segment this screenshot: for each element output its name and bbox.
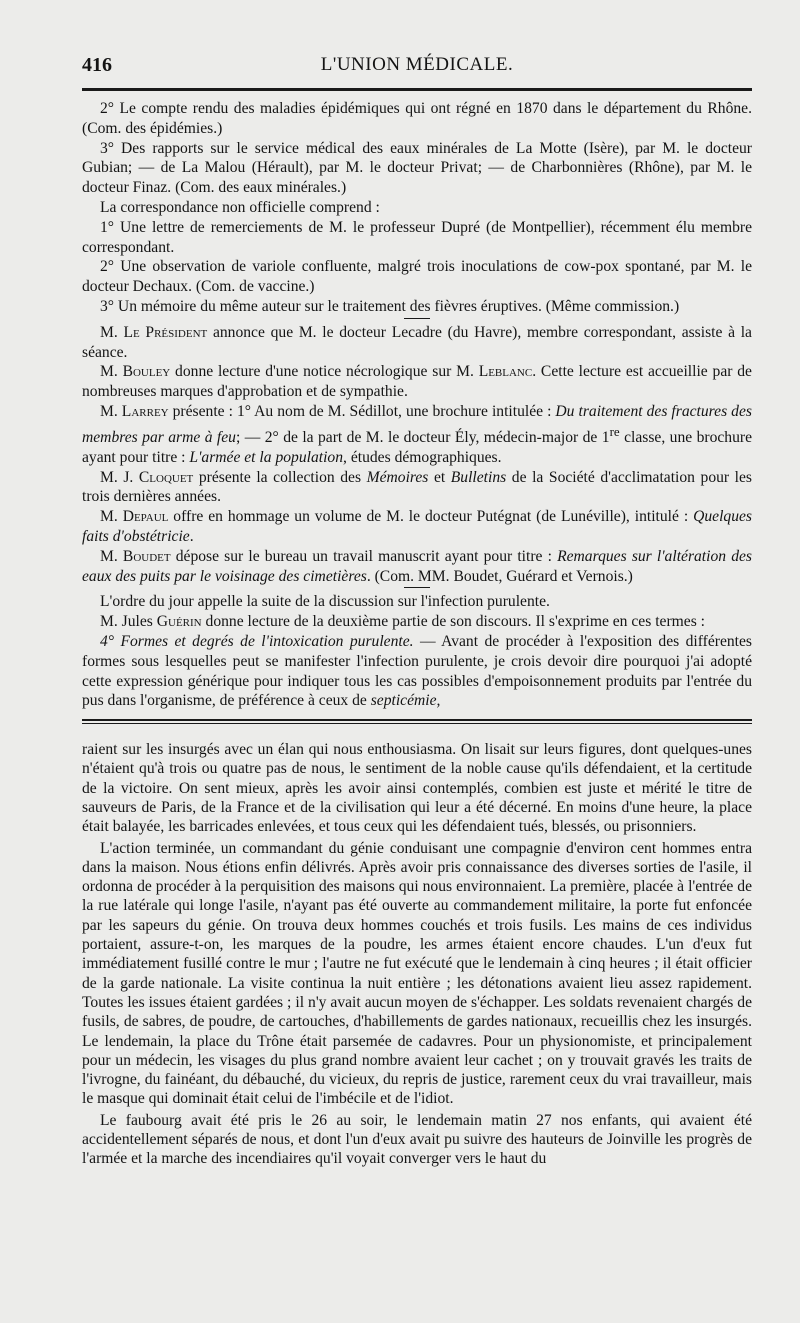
paragraph <box>82 362 752 402</box>
work-title: L'armée et la population <box>189 448 344 466</box>
text-span: donne lecture d'une notice nécrologique sur M. <box>170 363 479 381</box>
paragraph <box>82 612 752 632</box>
paragraph: L'action terminée, un commandant du génie conduisant une compagnie d'environ cent hommes entra dans la maison. Nous étions enfin délivrés. Après avoir pris connaissance des diverses sorties de l'asile, il ordonna de procéder à la perquisition des maisons qui nous environnaient. La première, placée à l'entrée de la rue latérale qui longe l'asile, n'ayant pas été ouverte au commandement militaire, la porte fut enfoncée par les sapeurs du génie. On trouva deux hommes couchés et trois fusils. Les mains de ces individus portaient, assure-t-on, les marques de la poudre, les armes étaient encore chaudes. L'un d'eux fut immédiatement fusillé contre le mur ; l'autre ne fut exécuté que le lendemain à cinq heures ; il était officier de la garde nationale. La visite continua la nuit entière ; les détonations avaient lieu assez rapidement. Toutes les issues étaient gardées ; il n'y avait aucun moyen de s'échapper. Les soldats revenaient chargés de fusils, de sabres, de poudre, de cartouches, d'habillements de gardes nationaux, recueillis chez les insurgés. Le lendemain, la place du Trône était parsemée de cadavres. Pour un physionomiste, et principalement pour un médecin, les visages du plus grand nombre avaient leur cachet ; on y trouvait gravés les traits de l'ivrogne, du fainéant, du débauché, du vicieux, du repris de justice, rarement ceux du vrai travailleur, mais le masque qui dominait était celui de l'imbécile et de l'idiot. <box>82 839 752 1108</box>
paragraph: La correspondance non officielle comprend : <box>100 198 380 216</box>
text-span: annonce que M. le docteur Lecadre (du Havre), membre correspondant, assiste à la séance. <box>82 323 752 361</box>
section-divider <box>404 587 430 588</box>
paragraph: L'ordre du jour appelle la suite de la discussion sur l'infection purulente. <box>100 593 550 611</box>
speaker-name: Bouley <box>122 363 171 381</box>
text-span: septicémie, <box>370 692 441 710</box>
text-span: . <box>189 527 194 545</box>
work-title: Bulletins <box>450 468 507 486</box>
work-title: Quelques faits d'obstétricie <box>82 508 752 545</box>
text-span: . Cette lecture est accueillie par de nombreuses marques d'approbation et de sympathie. <box>82 363 752 401</box>
text-span: M. J. <box>100 468 139 486</box>
speaker-name: Depaul <box>122 508 169 526</box>
speaker-name: Boudet <box>122 547 171 565</box>
header-rule <box>82 88 752 91</box>
paragraph: raient sur les insurgés avec un élan qui nous enthousiasma. On lisait sur leurs figures, dont quelques-unes n'étaient qu'à trois ou quatre pas de nous, le sentiment de la noble cause qu'ils défendaient, et la certitude de la victoire. On sent mieux, après les avoir ainsi contemplés, combien est juste et mérité le titre de sauveurs de Paris, de la France et de la civilisation qui leur a été décerné. En moins d'une heure, la place était balayée, les barricades enlevées, et tous ceux qui les défendaient tués, blessés, ou prisonniers. <box>82 741 752 836</box>
text-span: et <box>428 468 451 486</box>
paragraph: Le faubourg avait été pris le 26 au soir, le lendemain matin 27 nos enfants, qui avaient été accidentellement séparés de nous, et dont l'un d'eux avait pu suivre des hauteurs de Joinville les progrès de l'armée et la marche des incendiaires qu'il voyait converger vers le haut du <box>82 1111 752 1168</box>
paragraph: 3° Des rapports sur le service médical des eaux minérales de La Motte (Isère), par M. le docteur Gubian; — de La Malou (Hérault), par M. le docteur Privat; — de Charbonnières (Rhône), par M. le docteur Finaz. (Com. des eaux minérales.) <box>82 139 752 197</box>
rule-thick <box>82 719 752 721</box>
text-span: — Avant de procéder à l'exposition des différentes formes sous lesquelles peut se manifester l'infection purulente, je crois devoir dire pourquoi j'ai adopté cette expression générique pour indiquer tous les cas possibles d'empoisonnement produits par l'entrée du pus dans l'organisme, de préférence à ceux de <box>82 632 752 710</box>
text-span: donne lecture de la deuxième partie de son discours. Il s'exprime en ces termes : <box>201 613 705 631</box>
text-span: M. <box>100 508 123 526</box>
text-span: M. Jules <box>100 613 157 631</box>
text-span: M. <box>100 363 123 381</box>
text-span: dépose sur le bureau un travail manuscrit ayant pour titre : <box>170 547 558 565</box>
speaker-name: Cloquet <box>138 468 194 486</box>
page-number: 416 <box>82 54 112 76</box>
paragraph <box>82 402 752 468</box>
text-span: M. <box>100 547 123 565</box>
speaker-name: Guérin <box>156 613 202 631</box>
text-span: M. <box>100 323 124 341</box>
paragraph <box>82 323 752 363</box>
feuilleton-divider <box>82 719 752 724</box>
rule-thin <box>82 723 752 724</box>
work-title: Du traitement des fractures des membres par arme à feu <box>82 402 752 446</box>
text-span: présente la collection des <box>193 468 367 486</box>
paragraph: 2° Une observation de variole confluente, malgré trois inoculations de cow-pox spontané, par M. le docteur Dechaux. (Com. de vaccine.) <box>82 258 752 296</box>
text-span: . (Com. MM. Boudet, Guérard et Vernois.) <box>366 567 633 585</box>
page-header <box>82 54 752 84</box>
section-heading: 4° Formes et degrés de l'intoxication purulente. <box>100 632 414 650</box>
paragraph <box>82 632 752 711</box>
text-span: offre en hommage un volume de M. le docteur Putégnat (de Lunéville), intitulé : <box>168 508 694 526</box>
person-name: Leblanc <box>478 363 533 381</box>
running-title: L'UNION MÉDICALE. <box>320 54 514 75</box>
feuilleton-section <box>82 740 752 1169</box>
paragraph: 2° Le compte rendu des maladies épidémiques qui ont régné en 1870 dans le département du Rhône. (Com. des épidémies.) <box>82 100 752 137</box>
text-span: présente : 1° Au nom de M. Sédillot, une brochure intitulée : <box>168 402 556 420</box>
text-span: M. <box>100 402 122 420</box>
proceedings-section <box>82 99 752 711</box>
section-divider <box>404 318 430 319</box>
text-span: de la Société d'acclimatation pour les trois dernières années. <box>82 468 753 506</box>
superscript: re <box>609 423 620 439</box>
text-span: classe, une brochure ayant pour titre : <box>82 428 752 466</box>
paragraph <box>82 468 752 508</box>
paragraph <box>82 547 752 587</box>
work-title: Remarques sur l'altération des eaux des puits par le voisinage des cimetières <box>82 547 752 585</box>
speaker-name: Larrey <box>121 402 169 420</box>
paragraph <box>82 507 752 547</box>
speaker-name: Le Président <box>123 323 208 341</box>
text-span: ; — 2° de la part de M. le docteur Ély, médecin-major de 1 <box>235 428 610 446</box>
paragraph: 1° Une lettre de remerciements de M. le professeur Dupré (de Montpellier), récemment élu membre correspondant. <box>82 218 752 256</box>
paragraph: 3° Un mémoire du même auteur sur le traitement des fièvres éruptives. (Même commission.) <box>100 297 680 315</box>
work-title: Mémoires <box>366 468 429 486</box>
text-span: , études démographiques. <box>343 448 502 466</box>
